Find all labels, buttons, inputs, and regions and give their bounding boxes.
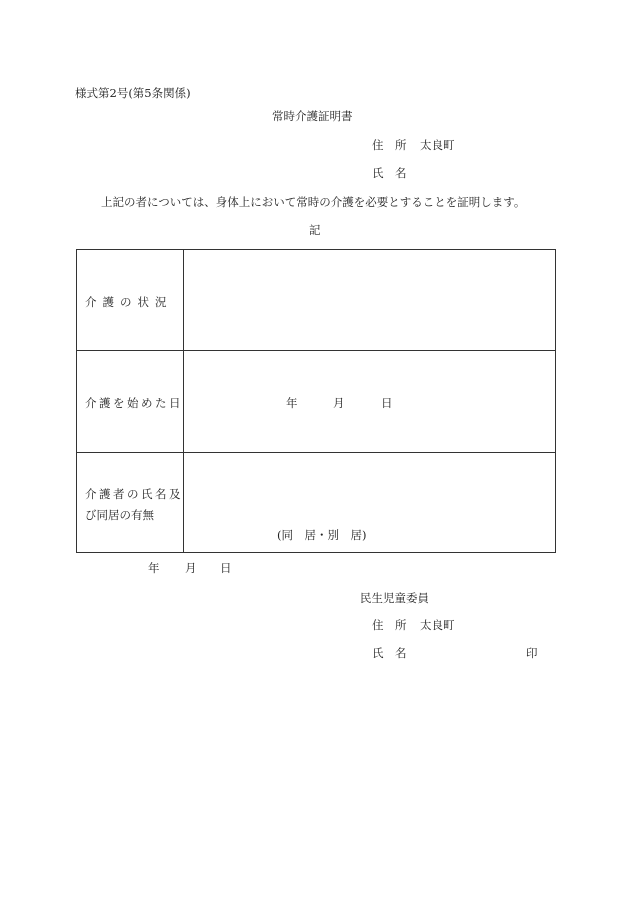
care-start-year: 年	[286, 396, 298, 410]
table-column-divider	[183, 250, 184, 552]
caregiver-label-line2: び同居の有無	[85, 508, 154, 522]
table-row-divider	[77, 350, 555, 351]
footer-date-year: 年	[148, 561, 160, 575]
certifier-address-value: 太良町	[420, 618, 455, 632]
certifier-title: 民生児童委員	[360, 591, 429, 605]
care-form-table	[76, 249, 556, 553]
care-start-month: 月	[333, 396, 345, 410]
table-row-divider	[77, 452, 555, 453]
care-start-date-label: 介護を始めた日	[85, 396, 183, 410]
document-title: 常時介護証明書	[272, 109, 353, 123]
care-start-day: 日	[381, 396, 393, 410]
certifier-name-label: 氏 名	[372, 646, 407, 660]
certifier-address-label: 住 所	[372, 618, 407, 632]
ki-label: 記	[309, 223, 321, 237]
applicant-address-label: 住 所	[372, 138, 407, 152]
footer-date-month: 月	[185, 561, 197, 575]
applicant-name-label: 氏 名	[372, 166, 407, 180]
form-number: 様式第2号(第5条関係)	[75, 86, 191, 100]
applicant-address-value: 太良町	[420, 138, 455, 152]
footer-date-day: 日	[220, 561, 232, 575]
seal-mark: 印	[526, 646, 538, 660]
caregiver-label-line1: 介護者の氏名及	[85, 487, 183, 501]
certification-statement: 上記の者については、身体上において常時の介護を必要とすることを証明します。	[101, 195, 526, 209]
cohabitation-options: (同 居・別 居)	[277, 528, 367, 542]
care-status-label: 介護の状況	[85, 295, 173, 309]
